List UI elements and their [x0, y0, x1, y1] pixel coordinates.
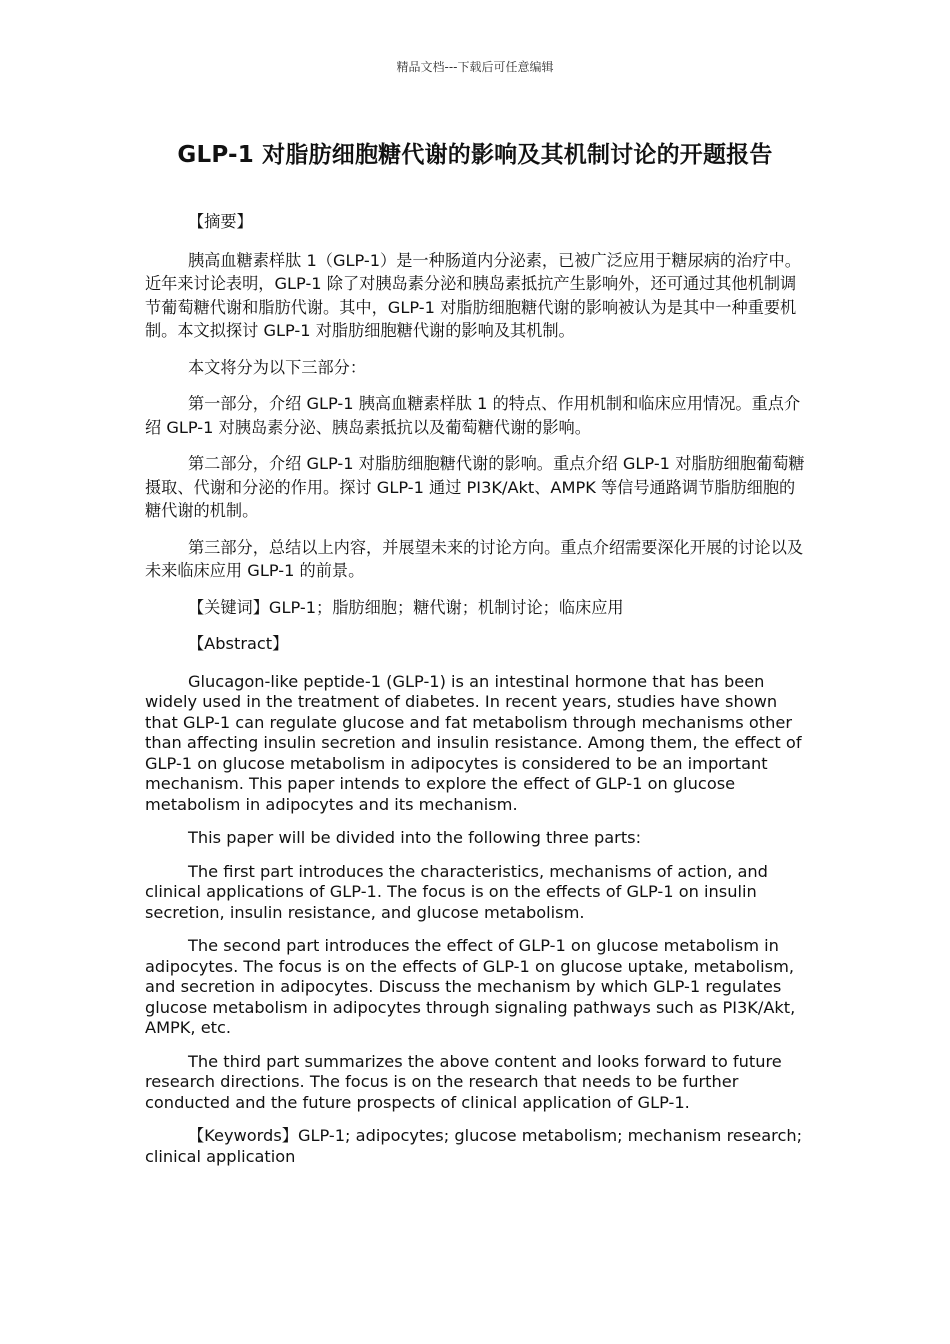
document-title: GLP-1 对脂肪细胞糖代谢的影响及其机制讨论的开题报告 — [177, 142, 773, 168]
abstract-text-cn: 胰高血糖素样肽 1（GLP-1）是一种肠道内分泌素，已被广泛应用于糖尿病的治疗中。近年来讨论表明，GLP-1 除了对胰岛素分泌和胰岛素抵抗产生影响外，还可通过其他机制调节葡萄糖代谢和脂肪代谢。其中，GLP-1 对脂肪细胞糖代谢的影响被认为是其中一种重要机制。本文拟探讨 GLP-1 对脂肪细胞糖代谢的影响及其机制。 — [145, 250, 801, 340]
part1-en: The first part introduces the characteristics, mechanisms of action, and clinical applications of GLP-1. The focus is on the effects of GLP-1 on insulin secretion, insulin resistance, and glucose metabolism. — [145, 861, 768, 922]
keywords-en: 【Keywords】GLP-1; adipocytes; glucose metabolism; mechanism research; clinical application — [145, 1126, 803, 1166]
outline-intro-en: This paper will be divided into the following three parts: — [188, 828, 642, 847]
document-body — [145, 210, 807, 1180]
part3-en: The third part summarizes the above content and looks forward to future research directions. The focus is on the research that needs to be further conducted and the future prospects of clinical application of GLP-1. — [145, 1051, 782, 1112]
abstract-heading-en: 【Abstract】 — [188, 634, 289, 653]
abstract-heading-cn: 【摘要】 — [188, 212, 253, 231]
abstract-text-en: Glucagon-like peptide-1 (GLP-1) is an intestinal hormone that has been widely used in the treatment of diabetes. In recent years, studies have shown that GLP-1 can regulate glucose and fat metabolism through mechanisms other than affecting insulin secretion and insulin resistance. Among them, the effect of GLP-1 on glucose metabolism in adipocytes is considered to be an important mechanism. This paper intends to explore the effect of GLP-1 on glucose metabolism in adipocytes and its mechanism. — [145, 671, 802, 814]
part2-cn: 第二部分，介绍 GLP-1 对脂肪细胞糖代谢的影响。重点介绍 GLP-1 对脂肪细胞葡萄糖摄取、代谢和分泌的作用。探讨 GLP-1 通过 PI3K/Akt、AMPK 等信号通路调节脂肪细胞的糖代谢的机制。 — [145, 454, 805, 520]
outline-intro-cn: 本文将分为以下三部分： — [188, 357, 367, 377]
part1-cn: 第一部分，介绍 GLP-1 胰高血糖素样肽 1 的特点、作用机制和临床应用情况。重点介绍 GLP-1 对胰岛素分泌、胰岛素抵抗以及葡萄糖代谢的影响。 — [145, 394, 801, 437]
header-note: 精品文档---下载后可任意编辑 — [396, 60, 554, 74]
part3-cn: 第三部分，总结以上内容，并展望未来的讨论方向。重点介绍需要深化开展的讨论以及未来临床应用 GLP-1 的前景。 — [145, 537, 804, 580]
keywords-cn: 【关键词】GLP-1；脂肪细胞；糖代谢；机制讨论；临床应用 — [188, 597, 624, 617]
part2-en: The second part introduces the effect of GLP-1 on glucose metabolism in adipocytes. The focus is on the effects of GLP-1 on glucose uptake, metabolism, and secretion in adipocytes. Discuss the mechanism by which GLP-1 regulates glucose metabolism in adipocytes through signaling pathways such as PI3K/Akt, AMPK, etc. — [145, 936, 796, 1037]
